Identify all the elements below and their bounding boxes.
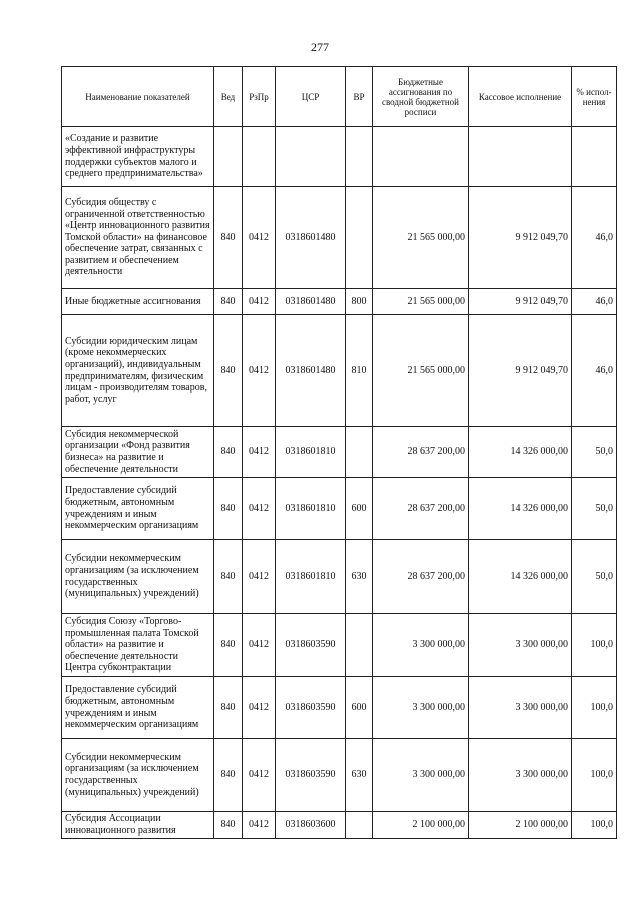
cell-budget bbox=[373, 127, 469, 187]
cell-pct: 100,0 bbox=[572, 812, 617, 839]
table-row bbox=[62, 315, 617, 427]
cell-pct: 50,0 bbox=[572, 540, 617, 614]
header-name: Наименование показателей bbox=[62, 67, 214, 127]
cell-ved: 840 bbox=[214, 614, 243, 677]
cell-rzpr: 0412 bbox=[243, 812, 276, 839]
cell-budget: 21 565 000,00 bbox=[373, 289, 469, 315]
cell-ved: 840 bbox=[214, 427, 243, 478]
cell-rzpr: 0412 bbox=[243, 614, 276, 677]
cell-rzpr: 0412 bbox=[243, 739, 276, 812]
cell-budget: 2 100 000,00 bbox=[373, 812, 469, 839]
header-csr: ЦСР bbox=[276, 67, 346, 127]
cell-budget: 21 565 000,00 bbox=[373, 315, 469, 427]
cell-vr bbox=[346, 427, 373, 478]
cell-ved: 840 bbox=[214, 478, 243, 540]
cell-ved: 840 bbox=[214, 540, 243, 614]
cell-cash: 14 326 000,00 bbox=[469, 478, 572, 540]
cell-vr: 810 bbox=[346, 315, 373, 427]
cell-ved: 840 bbox=[214, 812, 243, 839]
cell-csr: 0318603590 bbox=[276, 677, 346, 739]
header-cash: Кассовое исполнение bbox=[469, 67, 572, 127]
cell-cash: 3 300 000,00 bbox=[469, 614, 572, 677]
cell-cash: 3 300 000,00 bbox=[469, 739, 572, 812]
cell-vr: 600 bbox=[346, 677, 373, 739]
cell-csr: 0318601480 bbox=[276, 187, 346, 289]
cell-pct bbox=[572, 127, 617, 187]
table-row bbox=[62, 614, 617, 677]
cell-rzpr: 0412 bbox=[243, 289, 276, 315]
cell-name: Субсидии некоммерческим организациям (за исключением государственных (муниципальных) учреждений) bbox=[62, 739, 214, 812]
cell-pct: 100,0 bbox=[572, 739, 617, 812]
table-row bbox=[62, 812, 617, 839]
cell-rzpr: 0412 bbox=[243, 187, 276, 289]
cell-rzpr bbox=[243, 127, 276, 187]
budget-execution-table bbox=[61, 66, 617, 839]
cell-budget: 3 300 000,00 bbox=[373, 614, 469, 677]
cell-ved bbox=[214, 127, 243, 187]
table-row bbox=[62, 187, 617, 289]
cell-cash: 9 912 049,70 bbox=[469, 315, 572, 427]
cell-csr: 0318603600 bbox=[276, 812, 346, 839]
cell-rzpr: 0412 bbox=[243, 540, 276, 614]
cell-budget: 28 637 200,00 bbox=[373, 427, 469, 478]
cell-pct: 46,0 bbox=[572, 315, 617, 427]
cell-csr: 0318603590 bbox=[276, 739, 346, 812]
table-row bbox=[62, 427, 617, 478]
cell-budget: 21 565 000,00 bbox=[373, 187, 469, 289]
cell-rzpr: 0412 bbox=[243, 315, 276, 427]
cell-pct: 50,0 bbox=[572, 427, 617, 478]
cell-rzpr: 0412 bbox=[243, 427, 276, 478]
cell-name: Предоставление субсидий бюджетным, автономным учреждениям и иным некоммерческим организациям bbox=[62, 478, 214, 540]
cell-name: Субсидии некоммерческим организациям (за исключением государственных (муниципальных) учреждений) bbox=[62, 540, 214, 614]
cell-rzpr: 0412 bbox=[243, 478, 276, 540]
cell-cash: 14 326 000,00 bbox=[469, 427, 572, 478]
cell-name: «Создание и развитие эффективной инфраструктуры поддержки субъектов малого и среднего предпринимательства» bbox=[62, 127, 214, 187]
cell-vr: 630 bbox=[346, 739, 373, 812]
table-row bbox=[62, 478, 617, 540]
table-row bbox=[62, 677, 617, 739]
table-header-row bbox=[62, 67, 617, 127]
cell-pct: 100,0 bbox=[572, 614, 617, 677]
cell-pct: 46,0 bbox=[572, 187, 617, 289]
cell-csr: 0318601810 bbox=[276, 478, 346, 540]
cell-pct: 50,0 bbox=[572, 478, 617, 540]
cell-csr: 0318601810 bbox=[276, 427, 346, 478]
cell-pct: 100,0 bbox=[572, 677, 617, 739]
header-budget: Бюджетные ассигнования по сводной бюджетной росписи bbox=[373, 67, 469, 127]
cell-pct: 46,0 bbox=[572, 289, 617, 315]
cell-name: Субсидии юридическим лицам (кроме некоммерческих организаций), индивидуальным предпринимателям, физическим лицам - производителям товаров, работ, услуг bbox=[62, 315, 214, 427]
page-number: 277 bbox=[311, 40, 329, 54]
cell-vr bbox=[346, 812, 373, 839]
cell-name: Субсидия Ассоциации инновационного развития bbox=[62, 812, 214, 839]
table-row bbox=[62, 739, 617, 812]
cell-budget: 3 300 000,00 bbox=[373, 739, 469, 812]
cell-name: Иные бюджетные ассигнования bbox=[62, 289, 214, 315]
cell-name: Субсидия некоммерческой организации «Фонд развития бизнеса» на развитие и обеспечение деятельности bbox=[62, 427, 214, 478]
cell-vr bbox=[346, 614, 373, 677]
cell-csr bbox=[276, 127, 346, 187]
cell-ved: 840 bbox=[214, 289, 243, 315]
cell-rzpr: 0412 bbox=[243, 677, 276, 739]
table-row bbox=[62, 540, 617, 614]
cell-cash bbox=[469, 127, 572, 187]
table-row bbox=[62, 289, 617, 315]
cell-ved: 840 bbox=[214, 187, 243, 289]
cell-csr: 0318601480 bbox=[276, 315, 346, 427]
cell-ved: 840 bbox=[214, 315, 243, 427]
header-vr: ВР bbox=[346, 67, 373, 127]
cell-vr bbox=[346, 127, 373, 187]
cell-vr: 630 bbox=[346, 540, 373, 614]
cell-name: Предоставление субсидий бюджетным, автономным учреждениям и иным некоммерческим организациям bbox=[62, 677, 214, 739]
header-ved: Вед bbox=[214, 67, 243, 127]
cell-cash: 14 326 000,00 bbox=[469, 540, 572, 614]
cell-csr: 0318601480 bbox=[276, 289, 346, 315]
cell-name: Субсидия обществу с ограниченной ответственностью «Центр инновационного развития Томской области» на финансовое обеспечение затрат, связанных с развитием и обеспечением деятельности bbox=[62, 187, 214, 289]
cell-ved: 840 bbox=[214, 739, 243, 812]
cell-budget: 28 637 200,00 bbox=[373, 540, 469, 614]
cell-csr: 0318601810 bbox=[276, 540, 346, 614]
cell-budget: 28 637 200,00 bbox=[373, 478, 469, 540]
cell-vr: 800 bbox=[346, 289, 373, 315]
cell-budget: 3 300 000,00 bbox=[373, 677, 469, 739]
cell-vr bbox=[346, 187, 373, 289]
header-rzpr: РзПр bbox=[243, 67, 276, 127]
cell-cash: 2 100 000,00 bbox=[469, 812, 572, 839]
cell-cash: 9 912 049,70 bbox=[469, 187, 572, 289]
cell-vr: 600 bbox=[346, 478, 373, 540]
cell-name: Субсидия Союзу «Торгово-промышленная палата Томской области» на развитие и обеспечение деятельности Центра субконтрактации bbox=[62, 614, 214, 677]
table-row bbox=[62, 127, 617, 187]
cell-cash: 9 912 049,70 bbox=[469, 289, 572, 315]
cell-csr: 0318603590 bbox=[276, 614, 346, 677]
cell-ved: 840 bbox=[214, 677, 243, 739]
header-pct: % испол-нения bbox=[572, 67, 617, 127]
cell-cash: 3 300 000,00 bbox=[469, 677, 572, 739]
